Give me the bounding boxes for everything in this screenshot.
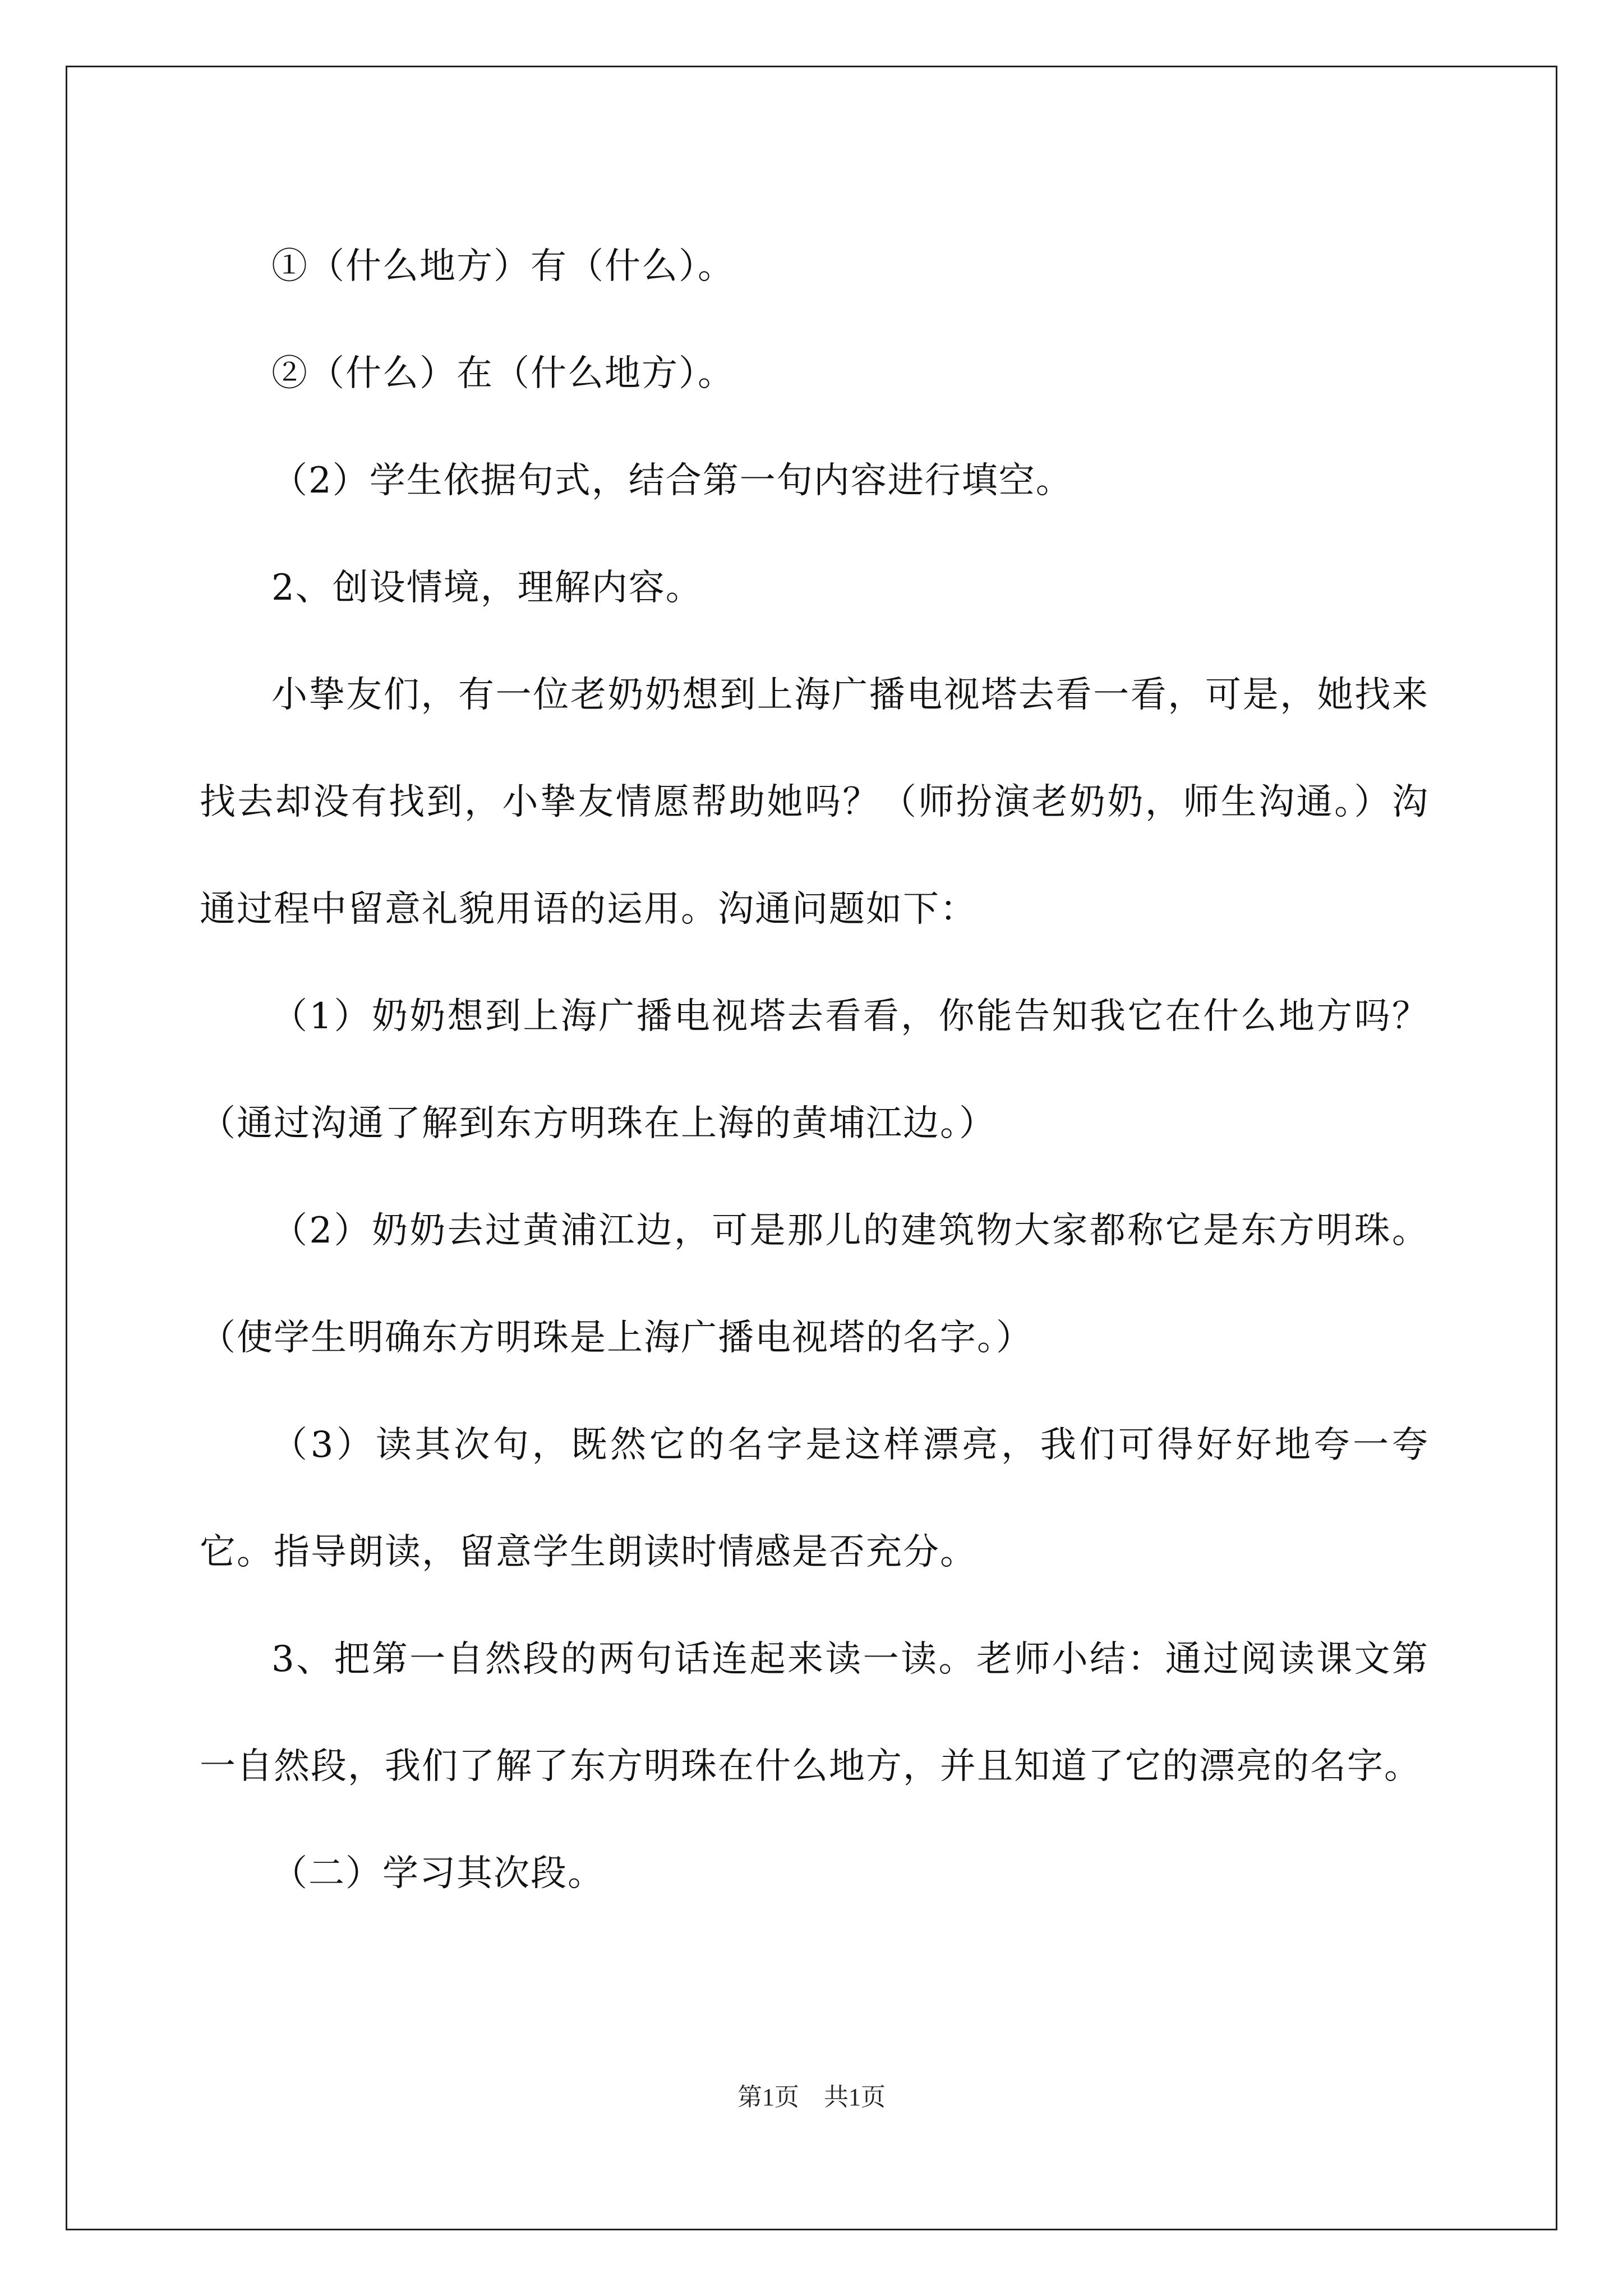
paragraph: ②（什么）在（什么地方）。 [271,353,735,394]
paragraph: （2）学生依据句式，结合第一句内容进行填空。 [271,460,1073,501]
page-footer [0,2077,1623,2113]
paragraph: （2）奶奶去过黄浦江边，可是那儿的建筑物大家都称它是东方明珠。（使学生明确东方明珠是上海广播电视塔的名字。） [200,1210,1429,1359]
paragraph: 3、把第一自然段的两句话连起来读一读。老师小结：通过阅读课文第一自然段，我们了解了东方明珠在什么地方，并且知道了它的漂亮的名字。 [200,1639,1429,1787]
paragraph: （二）学习其次段。 [271,1853,605,1894]
page-number-label: 第1页 共1页 [737,2083,886,2111]
paragraph: ①（什么地方）有（什么）。 [271,246,735,287]
paragraph: 小挚友们，有一位老奶奶想到上海广播电视塔去看一看，可是，她找来找去却没有找到，小挚友情愿帮助她吗？（师扮演老奶奶，师生沟通。）沟通过程中留意礼貌用语的运用。沟通问题如下： [200,674,1429,930]
paragraph: （1）奶奶想到上海广播电视塔去看看，你能告知我它在什么地方吗？（通过沟通了解到东方明珠在上海的黄埔江边。） [200,996,1429,1144]
paragraph: 2、创设情境，理解内容。 [271,567,703,609]
paragraph: （3）读其次句，既然它的名字是这样漂亮，我们可得好好地夸一夸它。指导朗读，留意学生朗读时情感是否充分。 [200,1424,1429,1573]
document-body [200,213,1429,1927]
